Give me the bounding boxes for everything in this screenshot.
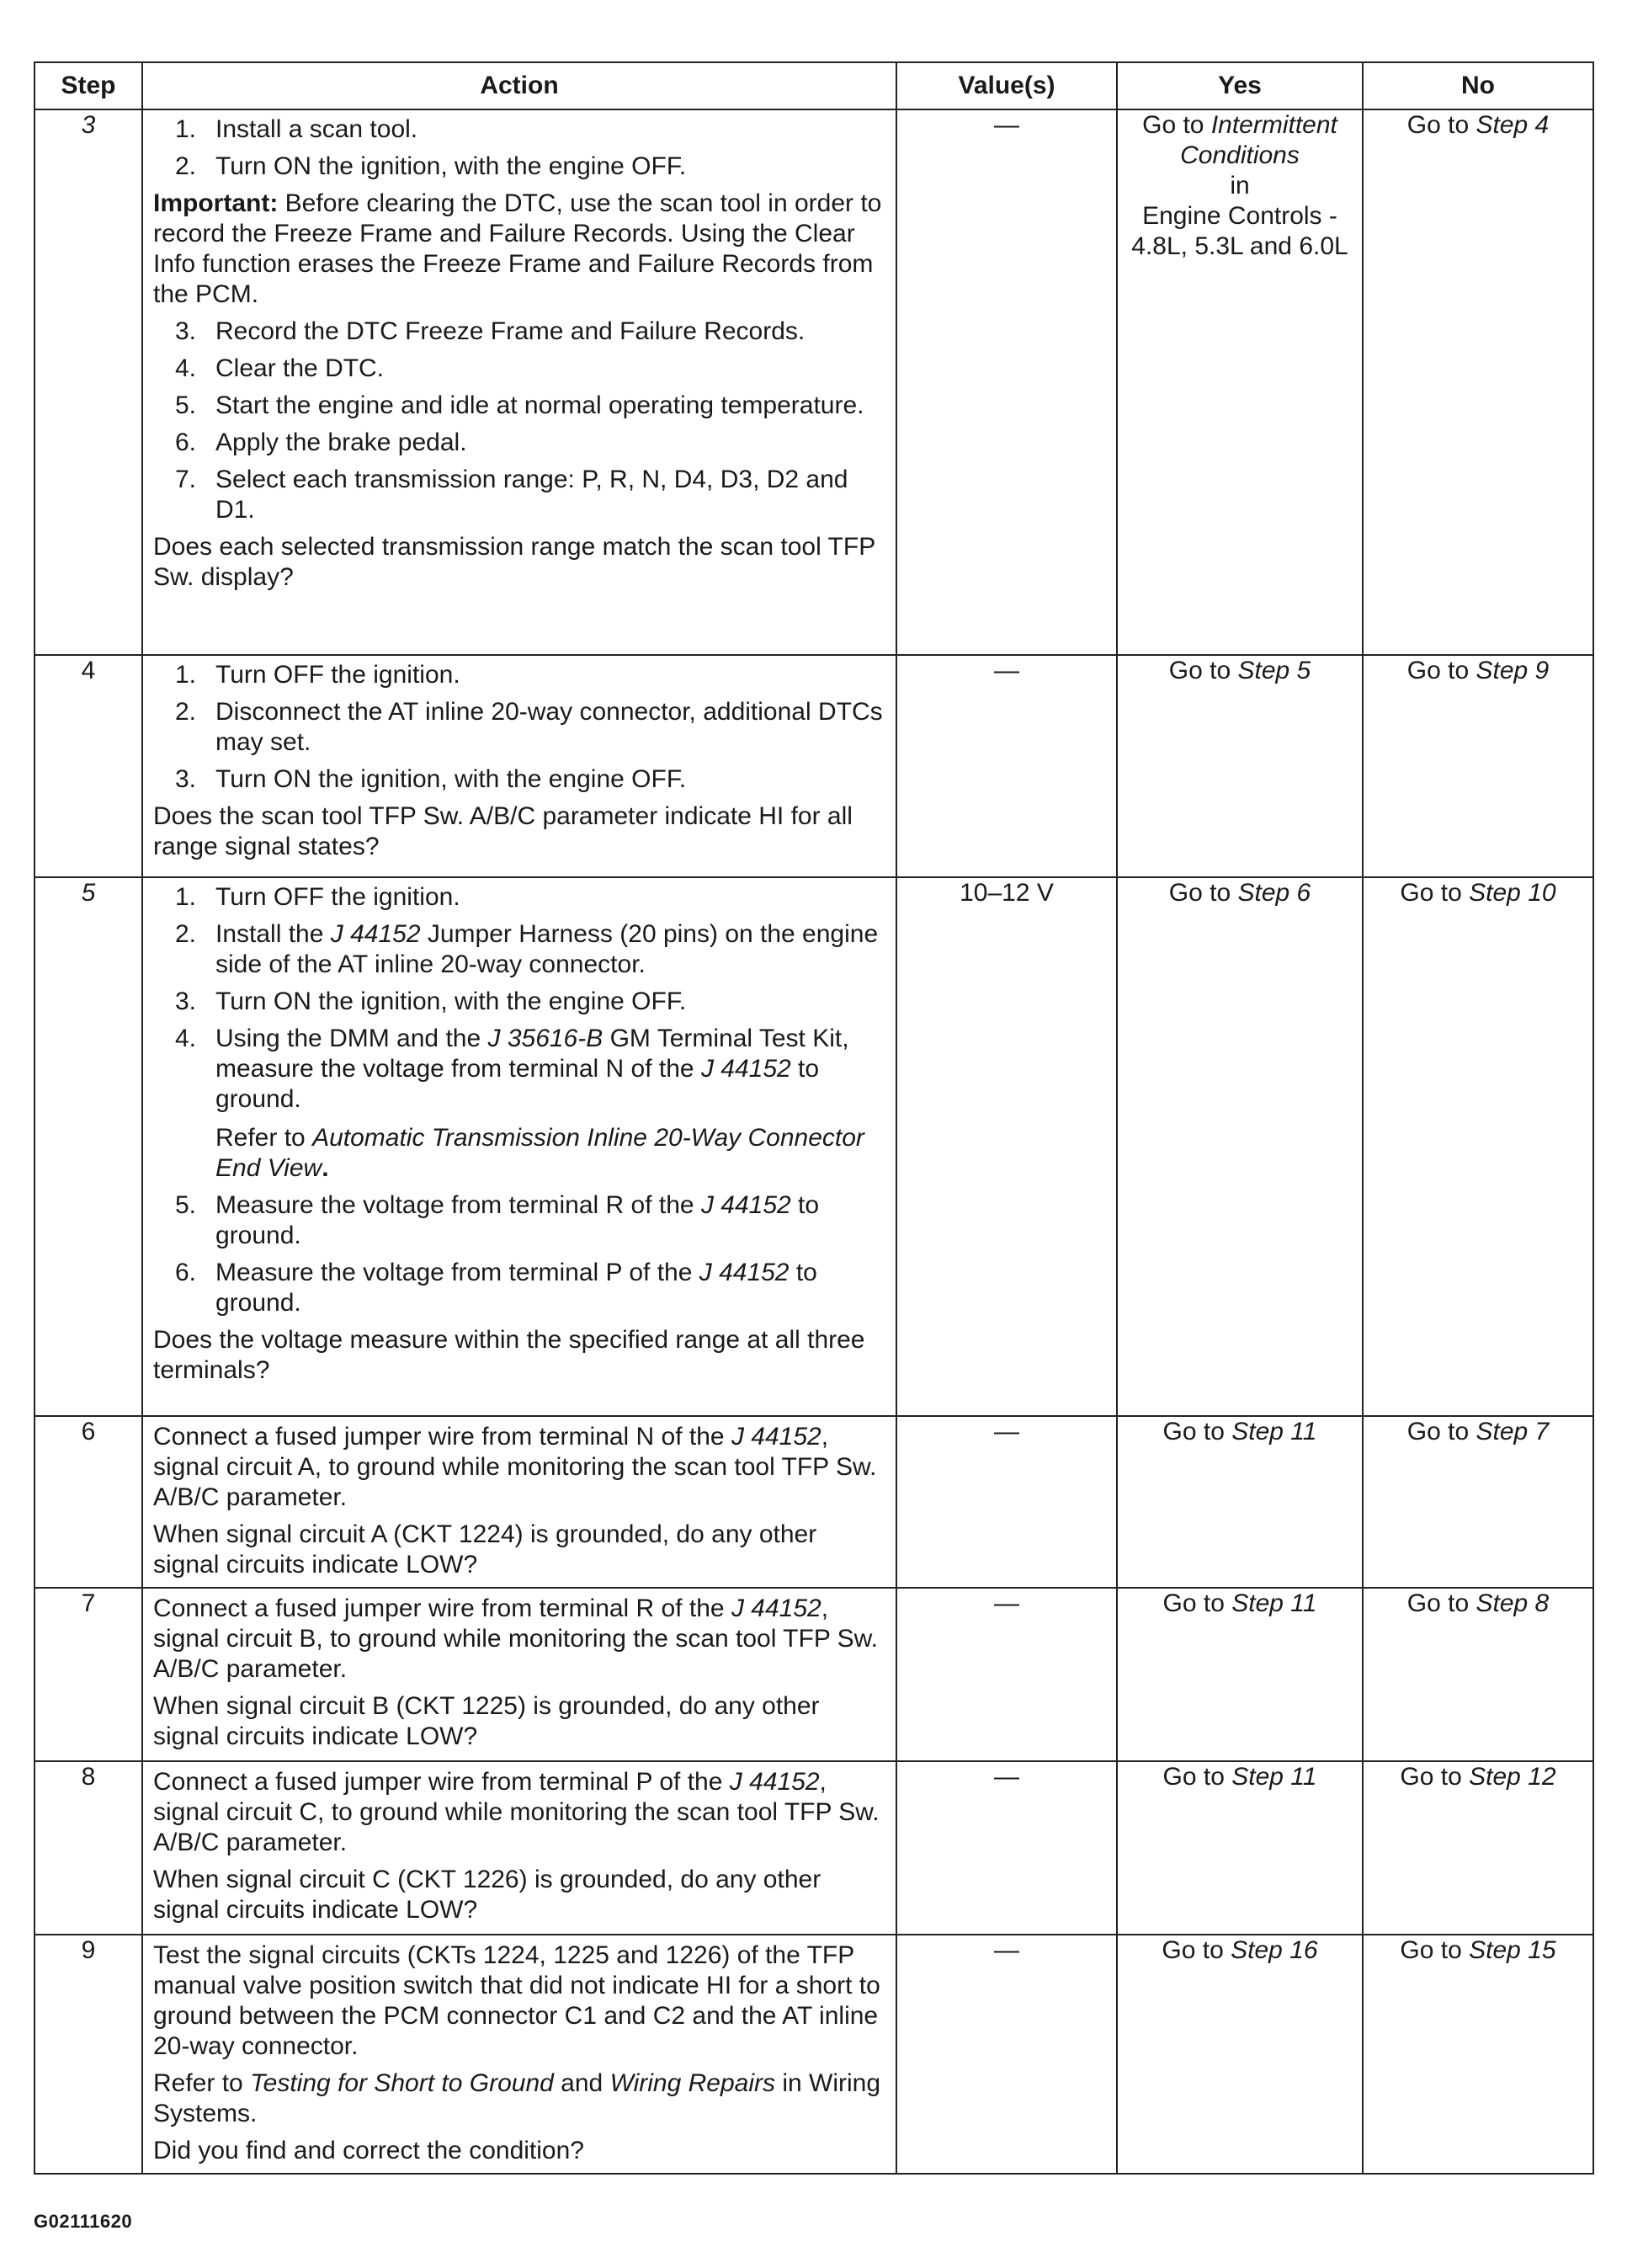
header-no: No (1363, 62, 1593, 109)
value-cell: — (896, 1416, 1117, 1588)
no-cell: Go to Step 9 (1363, 655, 1593, 877)
table-row-step-4 (35, 655, 1593, 877)
no-cell: Go to Step 7 (1363, 1416, 1593, 1588)
yes-cell: Go to Intermittent Conditions in Engine Controls - 4.8L, 5.3L and 6.0L (1117, 109, 1363, 655)
yes-cell: Go to Step 6 (1117, 877, 1363, 1416)
no-link: Step 8 (1475, 1589, 1550, 1617)
list-item: 2. Turn ON the ignition, with the engine OFF. (175, 152, 687, 180)
list-item: 6. Apply the brake pedal. (175, 429, 467, 456)
important-label: Important: (153, 189, 279, 217)
no-cell: Go to Step 4 (1363, 109, 1593, 655)
list-item: 5. Start the engine and idle at normal operating temperature. (175, 391, 864, 419)
list-item: 3. Turn ON the ignition, with the engine OFF. (175, 988, 687, 1015)
header-step: Step (35, 62, 142, 109)
no-link: Step 12 (1469, 1763, 1556, 1791)
step-number: 8 (35, 1761, 142, 1935)
step-number: 6 (35, 1416, 142, 1588)
yes-link: Step 5 (1237, 657, 1311, 684)
list-item: 2. Disconnect the AT inline 20-way connector, additional DTCs may set. (175, 698, 883, 756)
table-row-step-9 (35, 1935, 1593, 2174)
step-number: 9 (35, 1935, 142, 2174)
question-text: When signal circuit C (CKT 1226) is grounded, do any other signal circuits indicate LOW? (153, 1866, 821, 1924)
question-text: Does the voltage measure within the specified range at all three terminals? (153, 1326, 865, 1384)
action-cell (142, 1935, 896, 2174)
yes-link: Step 11 (1231, 1589, 1317, 1617)
action-cell (142, 877, 896, 1416)
no-cell: Go to Step 10 (1363, 877, 1593, 1416)
yes-cell: Go to Step 11 (1117, 1588, 1363, 1761)
yes-cell: Go to Step 11 (1117, 1416, 1363, 1588)
step-number: 4 (35, 655, 142, 877)
no-link: Step 9 (1475, 657, 1550, 684)
no-cell: Go to Step 15 (1363, 1935, 1593, 2174)
table-row-step-8 (35, 1761, 1593, 1935)
list-item: 1. Turn OFF the ignition. (175, 883, 460, 911)
value-cell: 10–12 V (896, 877, 1117, 1416)
list-item: 3. Record the DTC Freeze Frame and Failure Records. (175, 317, 806, 345)
question-text: Does each selected transmission range match the scan tool TFP Sw. display? (153, 533, 875, 591)
yes-link: Step 11 (1231, 1418, 1317, 1445)
yes-cell: Go to Step 11 (1117, 1761, 1363, 1935)
value-cell: — (896, 1588, 1117, 1761)
action-cell (142, 655, 896, 877)
important-text: Before clearing the DTC, use the scan tool in order to record the Freeze Frame and Failure Records. Using the Clear Info function erases the Freeze Frame and Failure Records from the PCM. (153, 189, 882, 308)
table-header-row (35, 62, 1593, 109)
list-item: 7. Select each transmission range: P, R, N, D4, D3, D2 and D1. (175, 466, 848, 524)
step-number: 3 (35, 109, 142, 655)
table-row-step-5 (35, 877, 1593, 1416)
instruction-text: Connect a fused jumper wire from terminal N of the J 44152, signal circuit A, to ground while monitoring the scan tool TFP Sw. A/B/C parameter. (153, 1423, 877, 1511)
diagnostic-page (34, 61, 1592, 2175)
action-cell (142, 1761, 896, 1935)
no-cell: Go to Step 8 (1363, 1588, 1593, 1761)
yes-link: Step 16 (1231, 1936, 1318, 1964)
yes-link: Intermittent Conditions (1180, 111, 1337, 169)
step-number: 7 (35, 1588, 142, 1761)
figure-code: G02111620 (34, 2211, 133, 2232)
no-link: Step 7 (1475, 1418, 1550, 1445)
yes-link: Step 11 (1231, 1763, 1317, 1791)
value-cell: — (896, 655, 1117, 877)
instruction-text: Connect a fused jumper wire from terminal P of the J 44152, signal circuit C, to ground while monitoring the scan tool TFP Sw. A/B/C parameter. (153, 1768, 880, 1856)
question-text: Does the scan tool TFP Sw. A/B/C parameter indicate HI for all range signal states? (153, 802, 853, 860)
question-text: When signal circuit B (CKT 1225) is grounded, do any other signal circuits indicate LOW? (153, 1692, 820, 1750)
diagnostic-table (34, 61, 1594, 2175)
refer-note: Refer to Testing for Short to Ground and Wiring Repairs in Wiring Systems. (153, 2069, 881, 2127)
action-cell (142, 1588, 896, 1761)
list-item: 1. Turn OFF the ignition. (175, 661, 460, 689)
no-link: Step 10 (1469, 879, 1556, 907)
table-row-step-6 (35, 1416, 1593, 1588)
yes-link: Step 6 (1237, 879, 1311, 907)
list-item: 4. Using the DMM and the J 35616-B GM Terminal Test Kit, measure the voltage from terminal N of the J 44152 to ground. Refer to Automatic Transmission Inline 20-Way Connector End View. (153, 1024, 885, 1184)
action-cell (142, 109, 896, 655)
refer-note: Refer to Automatic Transmission Inline 20-Way Connector End View. (215, 1124, 864, 1182)
header-action: Action (142, 62, 896, 109)
value-cell: — (896, 1761, 1117, 1935)
header-values: Value(s) (896, 62, 1117, 109)
value-cell: — (896, 1935, 1117, 2174)
header-yes: Yes (1117, 62, 1363, 109)
list-item: 2. Install the J 44152 Jumper Harness (20 pins) on the engine side of the AT inline 20-way connector. (175, 920, 879, 978)
list-item: 4. Clear the DTC. (175, 354, 385, 382)
value-cell: — (896, 109, 1117, 655)
list-item: 3. Turn ON the ignition, with the engine OFF. (175, 765, 687, 793)
table-row-step-3 (35, 109, 1593, 655)
no-link: Step 15 (1469, 1936, 1556, 1964)
no-cell: Go to Step 12 (1363, 1761, 1593, 1935)
list-item: 5. Measure the voltage from terminal R of the J 44152 to ground. (175, 1191, 820, 1249)
step-number: 5 (35, 877, 142, 1416)
instruction-text: Test the signal circuits (CKTs 1224, 1225 and 1226) of the TFP manual valve position switch that did not indicate HI for a short to ground between the PCM connector C1 and C2 and the AT inline 20-way connector. (153, 1941, 880, 2060)
yes-cell: Go to Step 16 (1117, 1935, 1363, 2174)
list-item: 1. Install a scan tool. (175, 115, 418, 143)
instruction-text: Connect a fused jumper wire from terminal R of the J 44152, signal circuit B, to ground while monitoring the scan tool TFP Sw. A/B/C parameter. (153, 1595, 878, 1683)
yes-cell: Go to Step 5 (1117, 655, 1363, 877)
action-cell (142, 1416, 896, 1588)
question-text: When signal circuit A (CKT 1224) is grounded, do any other signal circuits indicate LOW? (153, 1520, 817, 1579)
table-row-step-7 (35, 1588, 1593, 1761)
important-note (153, 189, 885, 310)
no-link: Step 4 (1475, 111, 1550, 139)
question-text: Did you find and correct the condition? (153, 2137, 584, 2164)
list-item: 6. Measure the voltage from terminal P of the J 44152 to ground. (175, 1259, 817, 1317)
